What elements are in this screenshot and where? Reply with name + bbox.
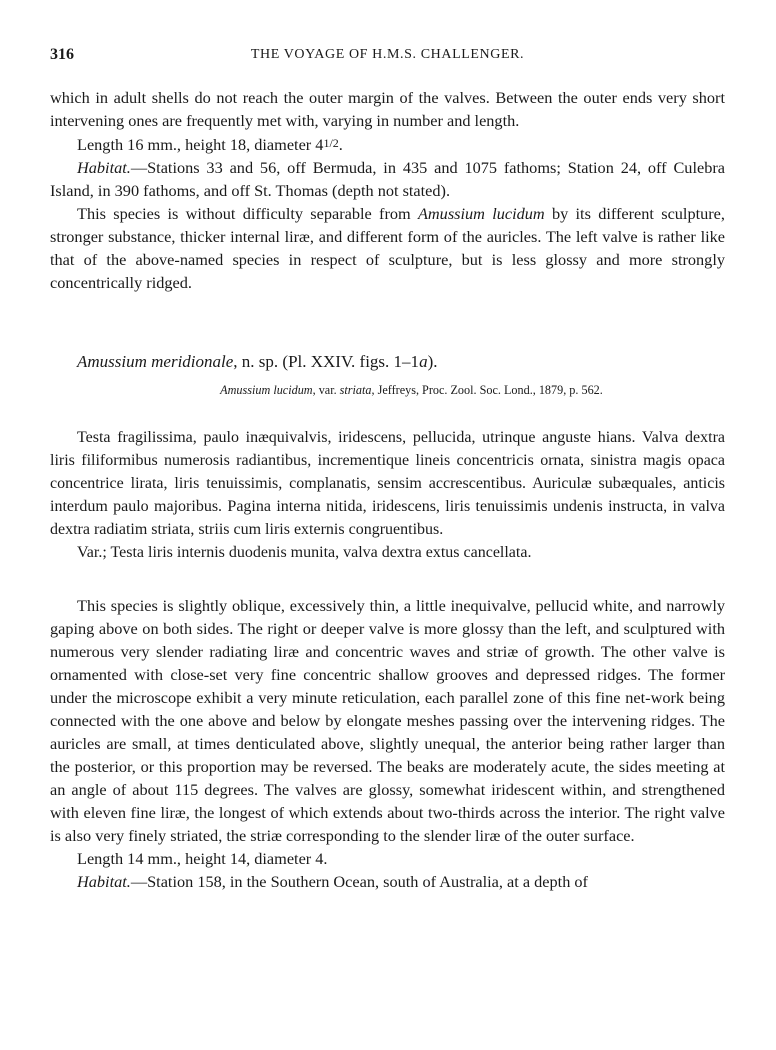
figure-letter: a (419, 352, 428, 371)
comparison-paragraph (50, 202, 725, 294)
species-heading (50, 350, 725, 373)
measurements-text: Length 16 mm., height 18, diameter 4 (77, 135, 324, 154)
page-number: 316 (50, 46, 74, 63)
measurements-line (50, 132, 725, 156)
habitat-label: Habitat. (77, 158, 131, 177)
measurements-fraction: 1/2 (323, 136, 339, 150)
species-habitat-text: —Station 158, in the Southern Ocean, south of Australia, at a depth of (130, 872, 588, 891)
species-measurements: Length 14 mm., height 14, diameter 4. (77, 849, 328, 868)
page-body (50, 86, 725, 893)
running-head: THE VOYAGE OF H.M.S. CHALLENGER. (250, 47, 525, 62)
species-name-close: ). (427, 352, 438, 371)
species-habitat (50, 870, 725, 893)
synonymy-species: Amussium lucidum (220, 383, 313, 397)
habitat-paragraph (50, 156, 725, 202)
synonymy-variety: striata (339, 383, 372, 397)
synonymy-line (50, 379, 725, 402)
measurements-end: . (338, 135, 343, 154)
species-name-suffix: , n. sp. (Pl. XXIV. figs. 1–1 (233, 352, 420, 371)
comparison-species: Amussium lucidum (417, 204, 545, 223)
comparison-text-before: This species is without difficulty separable from (77, 204, 418, 223)
comparison-text-after: by its different sculpture, stronger substance, thicker internal liræ, and different form of the auricles. The left valve is rather like that of the above-named species in respect of sculpture, but is less glossy and more strongly concentrically ridged. (50, 204, 725, 292)
continuation-paragraph: which in adult shells do not reach the outer margin of the valves. Between the outer ends very short intervening ones are frequently met with, varying in number and length. (50, 88, 725, 130)
synonymy-mid: , var. (312, 383, 340, 397)
species-habitat-label: Habitat. (77, 872, 131, 891)
latin-description: Testa fragilissima, paulo inæquivalvis, iridescens, pellucida, utrinque anguste hians. Valva dextra liris filiformibus numerosis radiantibus, incrementique lineis concentricis ornata, sinistra magis opaca concentrice lirata, liris tenuissimis, complanatis, sensim accrescentibus. Auriculæ subæquales, anticis interdum paulo majoribus. Pagina interna nitida, iridescens, liris tenuissimis undenis instructa, in valva dextra radiatim striata, striis cum liris externis congruentibus. (50, 429, 725, 538)
habitat-text: —Stations 33 and 56, off Bermuda, in 435 and 1075 fathoms; Station 24, off Culebra Island, in 390 fathoms, and off St. Thomas (depth not stated). (50, 158, 725, 200)
page-header (50, 46, 725, 68)
english-description: This species is slightly oblique, excessively thin, a little inequivalve, pellucid white, and narrowly gaping above on both sides. The right or deeper valve is more glossy than the left, and sculptured with numerous very slender radiating liræ and concentric waves and striæ of growth. The other valve is ornamented with close-set very fine concentric shallow grooves and depressed ridges. The former under the microscope exhibit a very minute reticulation, each parallel zone of this fine net-work being connected with the one above and below by elongate meshes passing over the intervening ridges. The auricles are small, at times denticulated above, slightly unequal, the anterior being rather larger than the posterior, or this proportion may be reversed. The beaks are moderately acute, the sides meeting at an angle of about 115 degrees. The valves are glossy, somewhat iridescent within, and strengthened with eleven fine liræ, the longest of which extends about two-thirds across the interior. The right valve is also very finely striated, the striæ corresponding to the slender liræ of the outer surface. (50, 596, 725, 845)
synonymy-reference: , Jeffreys, Proc. Zool. Soc. Lond., 1879, p. 562. (371, 383, 603, 397)
latin-variety: Var.; Testa liris internis duodenis munita, valva dextra extus cancellata. (77, 544, 532, 561)
species-name: Amussium meridionale (77, 352, 234, 371)
